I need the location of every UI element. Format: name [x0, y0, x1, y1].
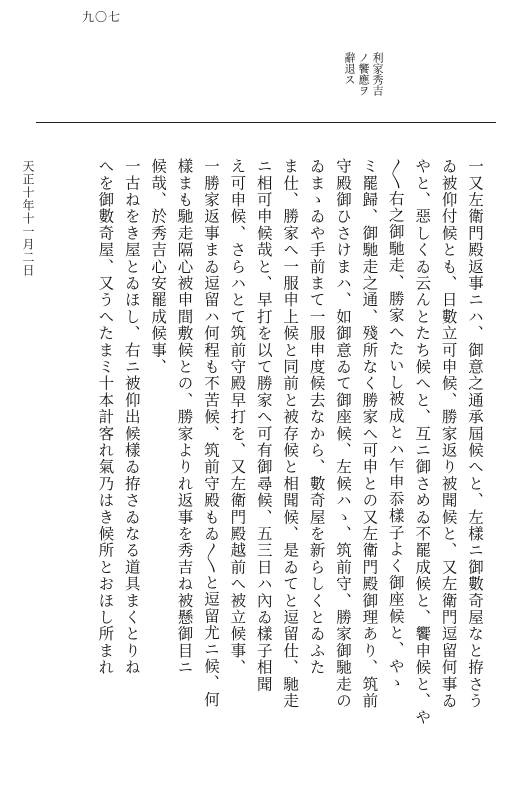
header-rule: [36, 122, 496, 123]
margin-heading-line: 辭退ス: [343, 52, 356, 85]
text-column: 一古ねをき屋とゐほし、右ニ被仰出候樣ゐ拵さゐなる道具まくとりね: [122, 158, 141, 676]
margin-heading-line: ノ饗應ヲ: [357, 52, 370, 96]
text-column: 候哉、於秀吉心安罷成候事、: [149, 158, 168, 376]
text-column: ニ相可申候哉と、早打を以て勝家へ可有御尋候、五三日ハ內ゐ樣子相聞: [254, 158, 273, 693]
text-column: 守殿御ひさけまハ、如御意ゐて御座候、左候ハゝ、筑前守、勝家御馳走の: [333, 158, 352, 710]
text-column: 〱右之御馳走、勝家へたいし被成とハ乍申忝樣子よく御座候と、やゝ: [386, 158, 405, 692]
text-column: ゐ被仰付候とも、日數立可申候、勝家返り被聞候と、又左衛門逗留何事ゐ: [439, 158, 458, 710]
text-column: ミ罷歸、御馳走之通、殘所なく勝家へ可申との又左衛門殿御理あり、筑前: [360, 158, 379, 710]
text-column: 一又左衛門殿返事ニハ、御意之通承屆候へと、左樣ニ御數奇屋なと拵さう: [466, 158, 484, 710]
text-column: やと、惡しくゐ云んとたち候へと、互ニ御さめゐ不罷成候と、饗申候と、や: [413, 158, 432, 726]
margin-heading-line: 利家秀吉: [371, 52, 384, 96]
text-column: 樣まも馳走隔心被申間敷候との、勝家よりれ返事を秀吉ね被懸御目ニ: [175, 158, 194, 676]
text-column: へを御數奇屋、又うへたまミ十本計客れ氣乃はき候所とおほし所まれ: [96, 158, 115, 676]
date-line: 天正十年十一月二日: [21, 160, 35, 277]
text-column: え可申候、さらハとて筑前守殿早打を、又左衛門殿越前へ被立候事、: [228, 158, 247, 676]
text-column: ま仕、勝家へ一服申上候と同前と被存候と相聞候、是ゐてと逗留仕、馳走: [281, 158, 300, 710]
margin-heading: [342, 52, 384, 96]
text-column: ゐまゝゐや手前まて一服申度候去なから、數奇屋を新らしくとゐふた: [307, 158, 326, 676]
page-number: 九〇七: [82, 10, 122, 24]
text-column: 一勝家返事まゐ逗留ハ何程も不苦候、筑前守殿もゐ〱と逗留尤ニ候、何: [201, 158, 220, 708]
main-text-block: [92, 158, 488, 778]
